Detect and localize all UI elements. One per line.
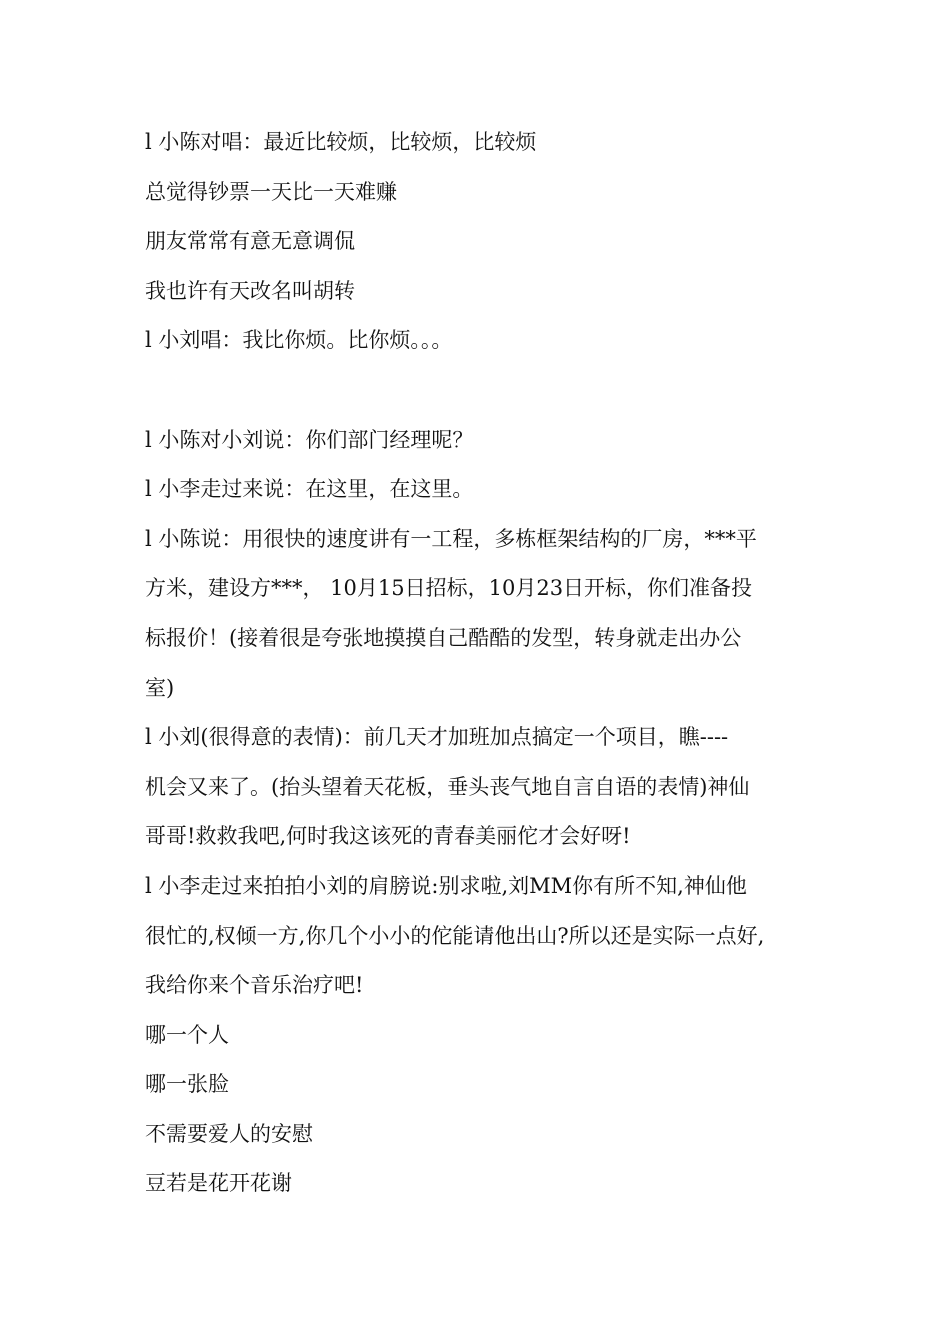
text-line: 方米，建设方***， 10月15日招标，10月23日开标，你们准备投 <box>145 576 753 601</box>
text-line: l 小刘(很得意的表情)：前几天才加班加点搞定一个项目，瞧---- <box>145 725 729 750</box>
text-line: 室) <box>145 675 175 700</box>
text-line: 朋友常常有意无意调侃 <box>145 229 355 254</box>
blank-line <box>145 372 825 422</box>
text-line: 哪一个人 <box>145 1022 229 1047</box>
document-body <box>145 124 825 1215</box>
text-line: 标报价！(接着很是夸张地摸摸自己酷酷的发型，转身就走出办公 <box>145 625 742 650</box>
text-line: l 小李走过来说：在这里，在这里。 <box>145 477 474 502</box>
text-line: l 小李走过来拍拍小刘的肩膀说:别求啦,刘MM你有所不知,神仙他 <box>145 873 747 898</box>
text-line: 机会又来了。(抬头望着天花板，垂头丧气地自言自语的表情)神仙 <box>145 774 750 799</box>
text-line: 豆若是花开花谢 <box>145 1171 292 1196</box>
text-line: 我也许有天改名叫胡转 <box>145 278 355 303</box>
text-line: l 小陈对唱：最近比较烦，比较烦，比较烦 <box>145 130 537 154</box>
text-line: l 小陈说：用很快的速度讲有一工程，多栋框架结构的厂房，***平 <box>145 526 757 551</box>
text-line: 我给你来个音乐治疗吧! <box>145 973 364 998</box>
text-line: 很忙的,权倾一方,你几个小小的佗能请他出山?所以还是实际一点好, <box>145 923 765 948</box>
text-line: 不需要爱人的安慰 <box>145 1121 313 1146</box>
text-line: 总觉得钞票一天比一天难赚 <box>145 179 397 204</box>
text-line: 哥哥!救救我吧,何时我这该死的青春美丽佗才会好呀! <box>145 824 631 849</box>
text-line: l 小陈对小刘说：你们部门经理呢？ <box>145 427 474 452</box>
text-line: 哪一张脸 <box>145 1072 229 1097</box>
text-line: l 小刘唱：我比你烦。比你烦。。。 <box>145 328 453 353</box>
